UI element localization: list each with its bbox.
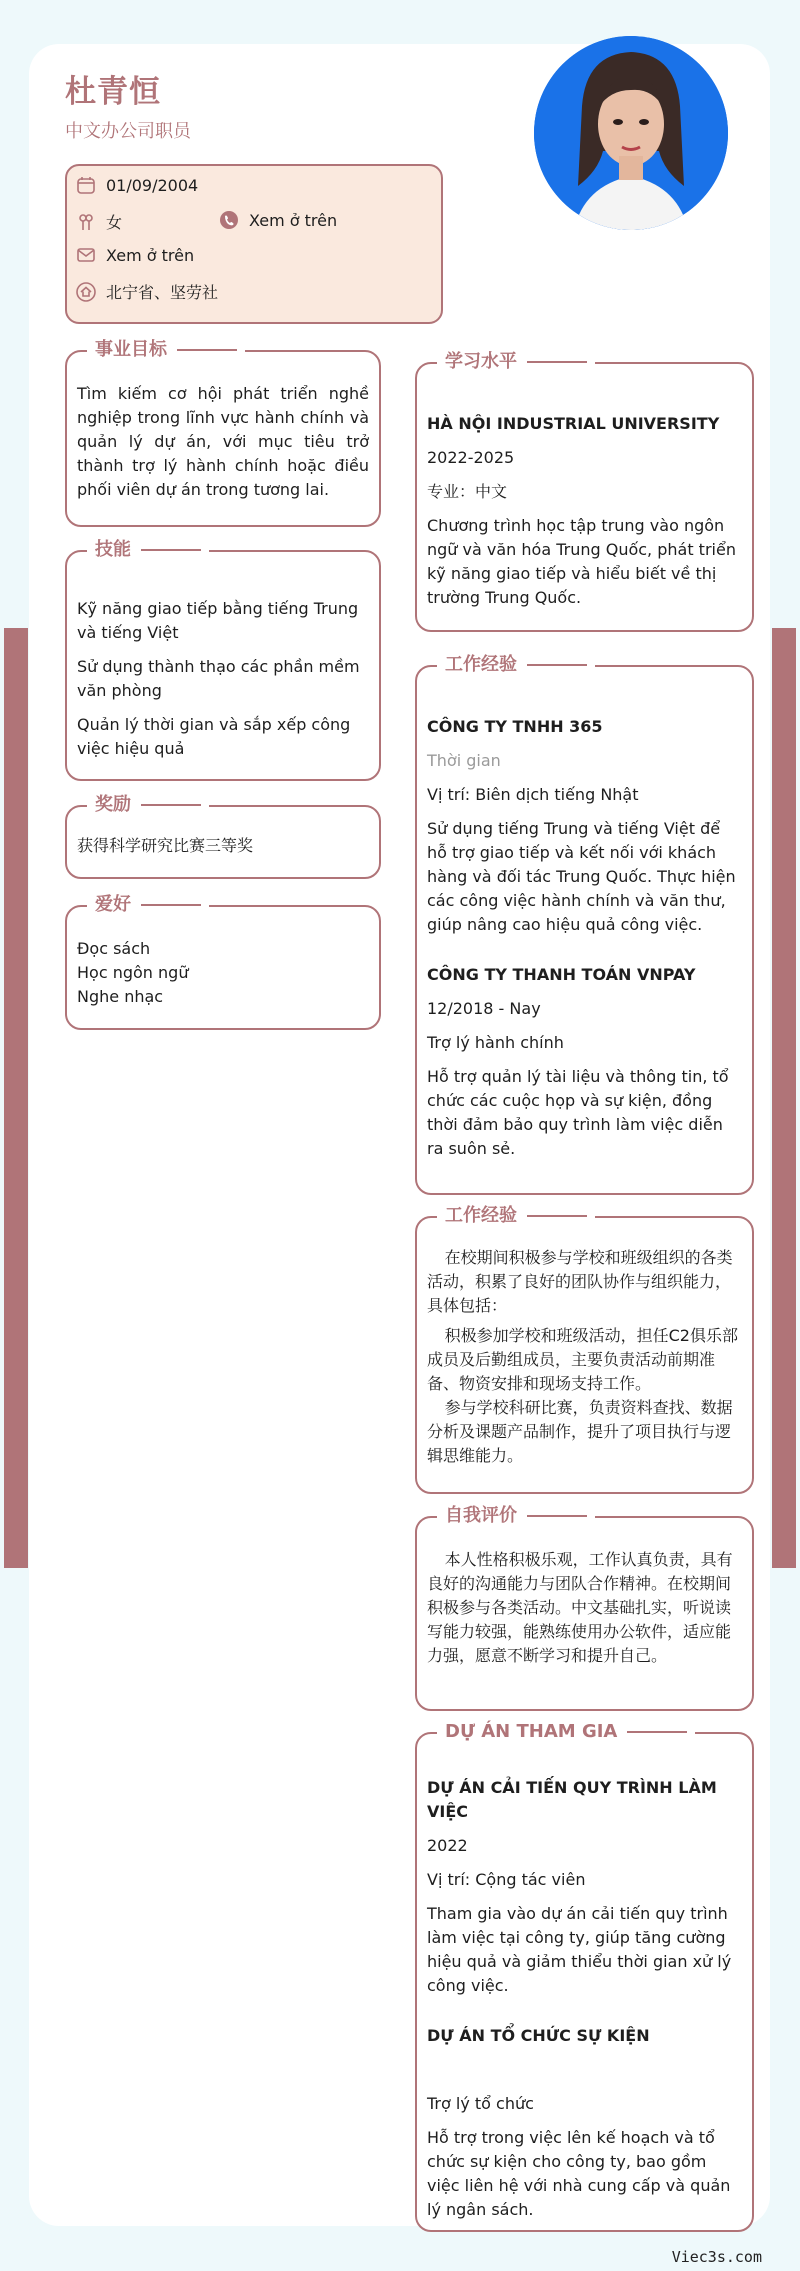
career-objective-section bbox=[65, 339, 381, 527]
side-decoration-right bbox=[772, 628, 796, 1568]
home-icon bbox=[76, 282, 96, 302]
school-experience-section bbox=[415, 1205, 754, 1494]
education-body bbox=[427, 412, 742, 610]
email-row bbox=[76, 245, 194, 265]
project-name: DỰ ÁN TỔ CHỨC SỰ KIỆN bbox=[427, 2026, 650, 2045]
skill-item: Quản lý thời gian và sắp xếp công việc hiệu quả bbox=[77, 715, 351, 758]
candidate-job-title: 中文办公司职员 bbox=[65, 121, 191, 142]
self-evaluation-section bbox=[415, 1505, 754, 1711]
phone-row bbox=[219, 210, 337, 230]
gender-row bbox=[76, 210, 122, 233]
self-evaluation-text: 本人性格积极乐观，工作认真负责，具有良好的沟通能力与团队合作精神。在校期间积极参与各类活动。中文基础扎实，听说读写能力较强，能熟练使用办公软件，适应能力强，愿意不断学习和提升自己。 bbox=[427, 1550, 733, 1665]
hobby-item: Học ngôn ngữ bbox=[77, 963, 189, 982]
school-experience-title: 工作经验 bbox=[437, 1204, 595, 1228]
hobby-item: Đọc sách bbox=[77, 939, 151, 958]
hobbies-section bbox=[65, 894, 381, 1030]
avatar bbox=[534, 36, 728, 230]
career-objective-text: Tìm kiếm cơ hội phát triển nghề nghiệp trong lĩnh vực hành chính và quản lý dự án, với mục tiêu trở thành trợ lý hành chính hoặc điều phối viên dự án trong tương lai. bbox=[77, 384, 369, 499]
job-position: Trợ lý hành chính bbox=[427, 1033, 564, 1052]
job-time: 12/2018 - Nay bbox=[427, 999, 541, 1018]
address-row bbox=[76, 280, 218, 303]
education-section bbox=[415, 351, 754, 632]
projects-body bbox=[427, 1776, 742, 2222]
work-experience-body bbox=[427, 715, 742, 1161]
work-experience-title: 工作经验 bbox=[437, 653, 595, 677]
hobby-item: Nghe nhạc bbox=[77, 987, 164, 1006]
school-experience-body bbox=[427, 1246, 742, 1468]
phone: Xem ở trên bbox=[249, 210, 338, 230]
skill-item: Kỹ năng giao tiếp bằng tiếng Trung và tiếng Việt bbox=[77, 599, 359, 642]
hobbies-title: 爱好 bbox=[87, 893, 209, 917]
job-time: Thời gian bbox=[427, 751, 501, 770]
email-icon bbox=[76, 245, 96, 265]
awards-section bbox=[65, 794, 381, 879]
job-company: CÔNG TY TNHH 365 bbox=[427, 717, 603, 736]
skill-item: Sử dụng thành thạo các phần mềm văn phòng bbox=[77, 657, 360, 700]
project-description: Tham gia vào dự án cải tiến quy trình làm việc tại công ty, giúp tăng cường hiệu quả và giảm thiểu thời gian xử lý công việc. bbox=[427, 1904, 732, 1995]
project-role: Trợ lý tổ chức bbox=[427, 2094, 534, 2113]
work-experience-section bbox=[415, 654, 754, 1195]
projects-section bbox=[415, 1721, 754, 2232]
email: Xem ở trên bbox=[106, 245, 195, 265]
career-objective-title: 事业目标 bbox=[87, 338, 245, 362]
school-name: HÀ NỘI INDUSTRIAL UNIVERSITY bbox=[427, 414, 720, 433]
gender: 女 bbox=[106, 213, 123, 232]
birth-date-row bbox=[76, 175, 198, 195]
hobbies-list bbox=[77, 937, 369, 1009]
candidate-name: 杜青恒 bbox=[65, 74, 161, 110]
study-period: 2022-2025 bbox=[427, 448, 515, 467]
watermark: Viec3s.com bbox=[671, 2248, 762, 2266]
project-year bbox=[427, 2058, 742, 2082]
education-title: 学习水平 bbox=[437, 350, 595, 374]
award-item: 获得科学研究比赛三等奖 bbox=[77, 836, 254, 855]
skills-section bbox=[65, 539, 381, 781]
school-experience-paragraph: 参与学校科研比赛，负责资料查找、数据分析及课题产品制作，提升了项目执行与逻辑思维能力。 bbox=[427, 1398, 733, 1465]
projects-title: DỰ ÁN THAM GIA bbox=[437, 1720, 695, 1744]
job-description: Sử dụng tiếng Trung và tiếng Việt để hỗ trợ giao tiếp và kết nối với khách hàng và đối tác Trung Quốc. Thực hiện các công việc hành chính và văn thư, giúp nâng cao hiệu quả công việc. bbox=[427, 819, 736, 934]
project-role: Vị trí: Cộng tác viên bbox=[427, 1870, 586, 1889]
birth-date: 01/09/2004 bbox=[106, 175, 199, 195]
school-experience-paragraph: 积极参加学校和班级活动，担任C2俱乐部成员及后勤组成员，主要负责活动前期准备、物资安排和现场支持工作。 bbox=[427, 1326, 738, 1393]
job-company: CÔNG TY THANH TOÁN VNPAY bbox=[427, 965, 696, 984]
project-name: DỰ ÁN CẢI TIẾN QUY TRÌNH LÀM VIỆC bbox=[427, 1778, 717, 1821]
project-description: Hỗ trợ trong việc lên kế hoạch và tổ chức sự kiện cho công ty, bao gồm việc liên hệ với nhà cung cấp và quản lý ngân sách. bbox=[427, 2128, 731, 2219]
school-experience-paragraph: 在校期间积极参与学校和班级组织的各类活动，积累了良好的团队协作与组织能力，具体包括： bbox=[427, 1248, 733, 1315]
job-position: Vị trí: Biên dịch tiếng Nhật bbox=[427, 785, 639, 804]
phone-icon bbox=[219, 210, 239, 230]
skills-title: 技能 bbox=[87, 538, 209, 562]
side-decoration-left bbox=[4, 628, 28, 1568]
gender-icon bbox=[76, 212, 96, 232]
skills-list bbox=[77, 597, 369, 761]
study-description: Chương trình học tập trung vào ngôn ngữ và văn hóa Trung Quốc, phát triển kỹ năng giao tiếp và hiểu biết về thị trường Trung Quốc. bbox=[427, 516, 736, 607]
project-year: 2022 bbox=[427, 1836, 468, 1855]
self-evaluation-title: 自我评价 bbox=[437, 1504, 595, 1528]
address: 北宁省、坚劳社 bbox=[106, 283, 219, 302]
calendar-icon bbox=[76, 175, 96, 195]
job-description: Hỗ trợ quản lý tài liệu và thông tin, tổ chức các cuộc họp và sự kiện, đồng thời đảm bảo quy trình làm việc diễn ra suôn sẻ. bbox=[427, 1067, 729, 1158]
awards-title: 奖励 bbox=[87, 793, 209, 817]
study-major: 专业：中文 bbox=[427, 482, 508, 501]
